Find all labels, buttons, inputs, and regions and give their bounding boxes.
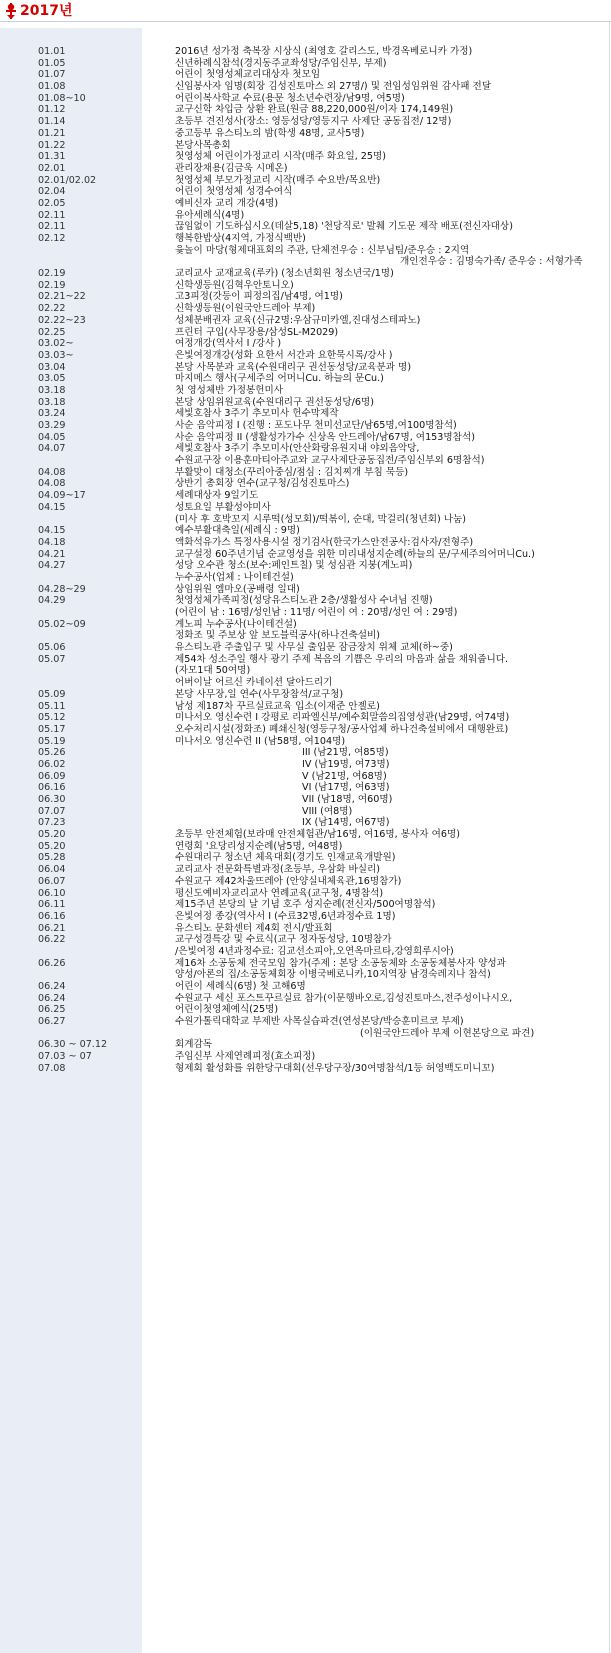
row-content: 유스티노 문화센터 제4회 전시/발표회 [175, 922, 333, 934]
table-row [0, 467, 611, 479]
row-content: 개인전우승 : 김명숙가족/ 준우승 : 서형가족 [400, 256, 583, 268]
row-content: VIII (여8명) [302, 805, 353, 817]
table-row [0, 876, 611, 888]
row-content: /은빛여정 4년과정수료: 김교선소피아,오연옥마르타,강영희루시아) [175, 945, 454, 957]
table-row [0, 560, 611, 572]
row-content: 어린이첫영체예식(25명) [175, 1004, 279, 1016]
row-date: 01.08~10 [38, 92, 86, 104]
row-content: 교리교사 전문화특별과정(초등부, 우삼화 바실리) [175, 864, 381, 876]
table-row [0, 46, 611, 58]
row-content: 어버이날 어르신 카네이션 달아드리기 [175, 677, 333, 689]
table-row [0, 1028, 611, 1040]
row-date: 03.04 [38, 361, 66, 373]
row-content: 윷놀이 마당(형제대표회의 주관, 단체전우승 : 신부님팀/준우승 : 2지역 [175, 244, 470, 256]
table-row [0, 362, 611, 374]
row-content: 초등부 안전체험(보라매 안전체험관/남16명, 여16명, 봉사자 여6명) [175, 829, 461, 841]
row-date: 06.25 [38, 1004, 66, 1016]
row-date: 06.10 [38, 887, 66, 899]
row-date: 05.11 [38, 700, 66, 712]
table-row [0, 58, 611, 70]
row-content: 은빛여정개강(성화 요한서 서간과 요한묵시록/강사 ) [175, 349, 393, 361]
table-row [0, 1004, 611, 1016]
table-row [0, 864, 611, 876]
row-content: 미나서오 영신수련 I 강평로 리파엘신부/예수회말씀의집영성관(남29명, 여74명) [175, 712, 510, 724]
row-content: 형제회 활성화를 위한당구대회(선우당구장/30여명참석/1등 허영백도미니꼬) [175, 1062, 495, 1074]
row-date: 05.19 [38, 735, 66, 747]
row-date: 05.20 [38, 840, 66, 852]
row-content: 유스티노관 주출입구 및 사무실 출입문 잠금장치 위체 교체(하~중) [175, 642, 453, 654]
row-content: 미나서오 영신수련 II (남58명, 여104명) [175, 735, 346, 747]
table-row [0, 665, 611, 677]
table-row [0, 595, 611, 607]
row-date: 01.21 [38, 127, 66, 139]
row-date: 05.20 [38, 829, 66, 841]
table-row [0, 221, 611, 233]
row-date: 02.12 [38, 233, 66, 244]
row-content: 성토요일 부활성야미사 [175, 501, 271, 513]
row-date: 06.24 [38, 981, 66, 992]
row-date: 06.21 [38, 922, 66, 934]
row-date: 04.28~29 [38, 583, 86, 595]
row-content: (어린이 남 : 16명/성인남 : 11명/ 어린이 여 : 20명/성인 여 : 29명) [175, 607, 458, 618]
row-date: 03.24 [38, 408, 66, 420]
row-date: 04.21 [38, 548, 66, 560]
row-content: 교리교사 교재교육(루카) (청소년회원 청소년국/1명) [175, 268, 394, 280]
row-date: 05.09 [38, 688, 66, 700]
row-content: 예수부활대축일(세례식 : 9명) [175, 525, 300, 537]
row-content: 수원교구장 이용훈마티아주교와 교구사제단공동집전/주임신부외 6명참석) [175, 455, 485, 467]
row-date: 02.01 [38, 162, 66, 174]
table-row [0, 373, 611, 385]
row-content: 제54차 성소주일 행사 광기 주제 복음의 기쁨은 우리의 마음과 삶을 채워줍니다. [175, 653, 509, 665]
row-content: 양성/아론의 집/소공동체회장 이병국베로니카,10지역장 남경숙레지나 참석) [175, 969, 491, 981]
row-content: 수원가톨릭대학교 부제반 사목실습파견(연성본당/박승훈미르코 부제) [175, 1016, 464, 1028]
table-row [0, 350, 611, 362]
table-row [0, 163, 611, 175]
history-table [0, 46, 611, 1075]
row-date: 05.26 [38, 747, 66, 759]
row-content: 성체분배권자 교육(신규2명:우삼규미카엘,진대성스테파노) [175, 314, 421, 326]
row-date: 04.08 [38, 478, 66, 490]
row-date: 02.25 [38, 326, 66, 338]
table-row [0, 572, 611, 584]
row-content: (자모1대 50여명) [175, 665, 251, 677]
row-content: 상임위원 엠마오(공배령 일대) [175, 583, 300, 595]
row-content: 첫 영성체반 가정봉헌미사 [175, 384, 284, 396]
row-date: 01.12 [38, 104, 66, 116]
row-content: 부활맞이 대청소(꾸리아중심/점심 : 김치찌개 부침 묵등) [175, 466, 409, 478]
table-row [0, 829, 611, 841]
table-row [0, 104, 611, 116]
table-row [0, 256, 611, 268]
row-date: 03.18 [38, 396, 66, 408]
row-date: 03.03~ [38, 349, 74, 361]
row-date: 06.09 [38, 770, 66, 782]
row-content: 제16차 소공동체 전국모임 참가(주제 : 본당 소공동체와 소공동체봉사자 양성과 [175, 957, 506, 969]
row-content: 첫영성체 부모가정교리 시작(매주 수요반/목요반) [175, 174, 381, 186]
table-row [0, 806, 611, 818]
row-content: 첫영성체가족피정(성당유스티노관 2층/생활성사 수녀님 진행) [175, 595, 433, 607]
table-row [0, 969, 611, 981]
table-row [0, 841, 611, 853]
row-date: 03.02~ [38, 338, 74, 350]
table-row [0, 186, 611, 198]
row-date: 07.03 ~ 07 [38, 1051, 92, 1063]
table-row [0, 712, 611, 724]
table-row [0, 993, 611, 1005]
header-divider [0, 21, 611, 22]
row-content: 마지메스 행사(구세주의 어머니Cu. 하늘의 문Cu.) [175, 373, 384, 385]
table-row [0, 934, 611, 946]
row-content: 신학생등원(이원국안드레아 부제) [175, 303, 316, 315]
table-row [0, 899, 611, 911]
table-row [0, 607, 611, 619]
table-row [0, 327, 611, 339]
catholic-cross-icon [4, 3, 18, 19]
row-date: 02.22~23 [38, 314, 86, 326]
row-content: 회계감독 [175, 1039, 213, 1051]
table-row [0, 280, 611, 292]
row-date: 06.16 [38, 910, 66, 922]
table-row [0, 923, 611, 935]
row-date: 06.24 [38, 992, 66, 1004]
row-date: 06.30 ~ 07.12 [38, 1039, 108, 1051]
table-row [0, 303, 611, 315]
row-date: 02.19 [38, 268, 66, 280]
row-content: VII (남18명, 여60명) [302, 794, 393, 805]
row-content: 본당 사목분과 교육(수원대리구 권선동성당/교육분과 명) [175, 361, 412, 373]
row-content: 어린이 세례식(6명) 첫 고해6명 [175, 981, 306, 992]
row-content: 주임신부 사제연례피정(효소피정) [175, 1051, 316, 1063]
table-row [0, 537, 611, 549]
row-content: 여정개강(역사서 I /강사 ) [175, 338, 282, 350]
row-date: 04.08 [38, 466, 66, 478]
row-content: 교구신학 차입금 상환 완료(원금 88,220,000원/이자 174,149원) [175, 104, 454, 116]
row-date: 06.16 [38, 782, 66, 794]
row-content: 오수처리시설(정화조) 폐쇄신청(영등구청/공사업체 하나건축설비에서 대행완료) [175, 723, 509, 735]
table-row [0, 408, 611, 420]
row-date: 03.18 [38, 384, 66, 396]
row-content: 어린이 첫영성체교리대상자 첫모임 [175, 69, 321, 81]
row-content: 고3피정(갓등이 피정의집/남4명, 여1명) [175, 291, 343, 303]
table-row [0, 338, 611, 350]
row-content: 세빛호참사 3주기 추모미사(안산화랑유원지내 야외음악당, [175, 443, 420, 455]
row-date: 07.23 [38, 817, 66, 829]
row-content: (이원국안드레아 부제 이현본당으로 파견) [360, 1027, 535, 1039]
row-date: 06.30 [38, 794, 66, 805]
row-date: 02.05 [38, 197, 66, 209]
table-row [0, 81, 611, 93]
table-row [0, 455, 611, 467]
row-date: 02.22 [38, 303, 66, 315]
row-date: 01.22 [38, 139, 66, 151]
table-row [0, 747, 611, 759]
row-content: 초등부 견진성사(장소: 영등성당/영등지구 사제단 공동집전/ 12명) [175, 116, 452, 128]
row-date: 05.17 [38, 723, 66, 735]
table-row [0, 642, 611, 654]
row-content: 본당 사무장,일 연수(사무장참석/교구청) [175, 688, 344, 700]
table-row [0, 549, 611, 561]
row-content: 본당 상임위원교육(수원대리구 권선동성당/6명) [175, 396, 375, 408]
year-title: 2017년 [20, 3, 73, 19]
table-row [0, 1039, 611, 1051]
row-content: 교구성경특강 및 수료식(교구 정자동성당, 10명참가 [175, 934, 392, 946]
table-row [0, 724, 611, 736]
row-content: 평신도예비자교리교사 연례교육(교구청, 4명참석) [175, 887, 384, 899]
row-content: 누수공사(업체 : 나이테건설) [175, 571, 294, 583]
row-content: 프린터 구입(사무장용/삼성SL-M2029) [175, 326, 339, 338]
table-row [0, 151, 611, 163]
row-content: 행복한밥상(4지역, 가정식백반) [175, 233, 306, 244]
row-date: 06.22 [38, 934, 66, 946]
table-row [0, 888, 611, 900]
row-content: 예비신자 교리 개강(4명) [175, 197, 279, 209]
table-row [0, 852, 611, 864]
row-content: 남성 제187차 꾸르실료교육 입소(이재준 안젤로) [175, 700, 380, 712]
row-content: 신학생등원(김혁우안토니오) [175, 279, 294, 291]
row-date: 04.18 [38, 536, 66, 548]
table-row [0, 525, 611, 537]
row-content: 어린이 첫영성체 성경수여식 [175, 186, 293, 198]
row-date: 03.05 [38, 373, 66, 385]
row-content: 끊임없이 기도하십시오(데살5,18) '천당직로' 발췌 기도문 제작 배포(전신자대상) [175, 221, 513, 233]
row-date: 06.07 [38, 875, 66, 887]
row-date: 06.04 [38, 864, 66, 876]
row-date: 05.28 [38, 852, 66, 864]
row-content: 중고등부 유스티노의 밤(학생 48명, 교사5명) [175, 127, 365, 139]
table-row [0, 817, 611, 829]
table-row [0, 478, 611, 490]
row-date: 06.27 [38, 1016, 66, 1028]
table-row [0, 198, 611, 210]
table-row [0, 432, 611, 444]
table-row [0, 93, 611, 105]
table-row [0, 677, 611, 689]
table-row [0, 630, 611, 642]
table-row [0, 245, 611, 257]
row-content: 신년하례식참석(경지동주교좌성당/주임신부, 부제) [175, 57, 387, 69]
table-row [0, 397, 611, 409]
row-date: 02.19 [38, 279, 66, 291]
table-row [0, 502, 611, 514]
row-content: 연령회 '요당리성지순례(남5명, 여48명) [175, 840, 343, 852]
row-content: 상반기 총회장 연수(교구청/김성진토마스) [175, 478, 350, 490]
table-row [0, 958, 611, 970]
table-row [0, 771, 611, 783]
row-content: 정화조 및 주보상 앞 보도블럭공사(하나건축설비) [175, 630, 381, 642]
row-content: 2016년 성가정 축복장 시상식 (최영호 갈리스도, 박경옥베로니카 가정) [175, 46, 473, 57]
table-row [0, 1016, 611, 1028]
table-row [0, 514, 611, 526]
row-content: (미사 후 호박꼬지 시루떡(성모회)/떡볶이, 순대, 막걸리(청년회) 나눔) [175, 513, 467, 525]
table-row [0, 420, 611, 432]
row-content: 첫영성체 어린이가정교리 시작(매주 화요일, 25명) [175, 151, 387, 163]
row-content: 제15주년 본당의 날 기념 호주 성지순례(전신자/500여명참석) [175, 899, 436, 911]
table-row [0, 291, 611, 303]
row-date: 02.11 [38, 209, 66, 221]
row-content: 성당 오수관 청소(보수:페인트칠) 및 성심관 지붕(계노피) [175, 560, 413, 572]
row-content: 신임봉사자 임명(회장 김성진토마스 외 27명/) 및 전임성임위원 감사패 전달 [175, 81, 492, 93]
row-content: 은빛여정 종강(역사서 I (수료32명,6년과정수료 1명) [175, 910, 396, 922]
row-date: 04.15 [38, 501, 66, 513]
table-row [0, 268, 611, 280]
table-row [0, 315, 611, 327]
row-content: 수원교구 세신 포스트꾸르실료 참가(이문행바오로,김성진토마스,전주성이나시오, [175, 992, 513, 1004]
row-date: 04.15 [38, 525, 66, 537]
table-row [0, 69, 611, 81]
row-content: 관리장채용(김금욱 시메온) [175, 162, 288, 174]
row-date: 06.26 [38, 957, 66, 969]
table-row [0, 584, 611, 596]
row-content: 사순 음악피정 I (진행 : 포도나무 천미선교단/남65명,여100명참석) [175, 420, 457, 431]
row-date: 07.08 [38, 1062, 66, 1074]
table-row [0, 946, 611, 958]
row-content: 액화석유가스 특정사용시설 정기검사(한국가스안전공사:검사자/전형주) [175, 536, 474, 548]
row-date: 02.04 [38, 186, 66, 198]
row-content: IV (남19명, 여73명) [302, 758, 390, 770]
row-date: 05.12 [38, 712, 66, 724]
row-date: 01.01 [38, 46, 66, 57]
row-content: 세례대상자 9일기도 [175, 490, 259, 502]
table-row [0, 619, 611, 631]
row-date: 01.07 [38, 69, 66, 81]
table-row [0, 701, 611, 713]
table-row [0, 689, 611, 701]
row-content: VI (남17명, 여63명) [302, 782, 390, 794]
row-date: 05.02~09 [38, 618, 86, 630]
row-date: 02.01/02.02 [38, 174, 97, 186]
table-row [0, 794, 611, 806]
table-row [0, 140, 611, 152]
row-content: 사순 음악피정 II (생활성가가수 신상옥 안드레아/남67명, 여153명참석) [175, 431, 475, 443]
table-row [0, 981, 611, 993]
row-content: 수원대리구 청소년 체육대회(경기도 인재교육개발원) [175, 852, 396, 864]
row-content: V (남21명, 여68명) [302, 770, 387, 782]
row-date: 03.29 [38, 420, 66, 431]
row-date: 01.05 [38, 57, 66, 69]
row-date: 05.07 [38, 653, 66, 665]
row-date: 04.07 [38, 443, 66, 455]
table-row [0, 443, 611, 455]
table-row [0, 385, 611, 397]
table-row [0, 233, 611, 245]
table-row [0, 116, 611, 128]
row-content: 계노피 누수공사(나이테건설) [175, 618, 297, 630]
table-row [0, 128, 611, 140]
row-content: 세빛호참사 3주기 추모미사 헌수막제작 [175, 408, 339, 420]
row-date: 07.07 [38, 805, 66, 817]
row-date: 04.09~17 [38, 490, 86, 502]
table-row [0, 1063, 611, 1075]
row-date: 01.14 [38, 116, 66, 128]
row-content: 본당사목총회 [175, 139, 231, 151]
table-row [0, 210, 611, 222]
table-row [0, 736, 611, 748]
table-row [0, 759, 611, 771]
row-date: 06.11 [38, 899, 66, 911]
table-row [0, 1051, 611, 1063]
row-content: III (남21명, 여85명) [302, 747, 389, 759]
table-row [0, 654, 611, 666]
row-date: 02.21~22 [38, 291, 86, 303]
row-date: 02.11 [38, 221, 66, 233]
row-content: 교구설정 60주년기념 순교영성을 위한 미리내성지순례(하늘의 문/구세주의어머니Cu.) [175, 548, 535, 560]
row-content: IX (남14명, 여67명) [302, 817, 390, 829]
row-date: 05.06 [38, 642, 66, 654]
row-date: 04.27 [38, 560, 66, 572]
row-content: 어린이복사학교 수료(용문 청소년수련장/남9명, 여5명) [175, 92, 405, 104]
row-date: 06.02 [38, 758, 66, 770]
row-content: 수원교구 제42차울뜨레아 (안양실내체육관,16명참가) [175, 875, 402, 887]
table-row [0, 490, 611, 502]
row-content: 유아세례식(4명) [175, 209, 245, 221]
table-row [0, 782, 611, 794]
row-date: 01.08 [38, 81, 66, 93]
row-date: 01.31 [38, 151, 66, 163]
table-row [0, 911, 611, 923]
row-date: 04.29 [38, 595, 66, 607]
row-date: 04.05 [38, 431, 66, 443]
table-row [0, 175, 611, 187]
